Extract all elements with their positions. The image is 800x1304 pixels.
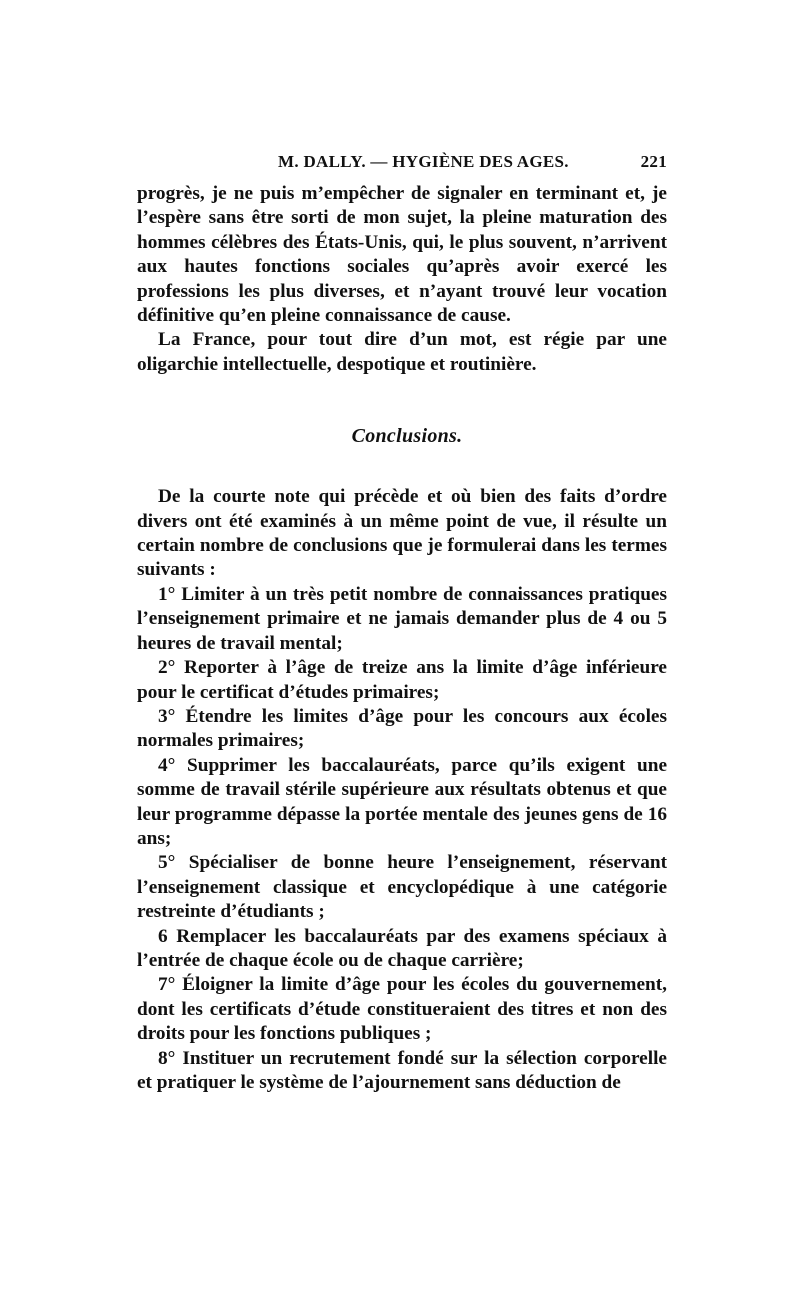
- conclusion-item-1: 1° Limiter à un très petit nombre de connaissances pratiques l’enseignement primaire et ne jamais demander plus de 4 ou 5 heures de travail mental;: [137, 583, 667, 654]
- conclusion-item-7: 7° Éloigner la limite d’âge pour les écoles du gouvernement, dont les certificats d’étude constitueraient des titres et non des droits pour les fonctions publiques ;: [137, 974, 667, 1045]
- conclusion-item-6: 6 Remplacer les baccalauréats par des examens spéciaux à l’entrée de chaque école ou de chaque carrière;: [137, 925, 667, 971]
- running-title: M. DALLY. — HYGIÈNE DES AGES.: [278, 152, 569, 171]
- conclusion-item-8: 8° Instituer un recrutement fondé sur la sélection corporelle et pratiquer le système de l’ajournement sans déduction de: [137, 1047, 667, 1093]
- section-heading: Conclusions.: [351, 425, 463, 448]
- paragraph-intro: De la courte note qui précède et où bien des faits d’ordre divers ont été examinés à un même point de vue, il résulte un certain nombre de conclusions que je formulerai dans les termes suivants :: [137, 486, 667, 581]
- conclusion-item-3: 3° Étendre les limites d’âge pour les concours aux écoles normales primaires;: [137, 705, 667, 752]
- paragraph-france: La France, pour tout dire d’un mot, est régie par une oligarchie intellectuelle, despotique et routinière.: [137, 329, 667, 375]
- conclusion-item-2: 2° Reporter à l’âge de treize ans la limite d’âge inférieure pour le certificat d’études primaires;: [137, 657, 667, 703]
- page-number: 221: [640, 152, 667, 171]
- conclusion-item-5: 5° Spécialiser de bonne heure l’enseignement, réservant l’enseignement classique et encyclopédique à une catégorie restreinte d’étudiants ;: [137, 852, 667, 923]
- conclusion-item-4: 4° Supprimer les baccalauréats, parce qu’ils exigent une somme de travail stérile supérieure aux résultats obtenus et que leur programme dépasse la portée mentale des jeunes gens de 16 ans;: [137, 754, 667, 849]
- book-page: [137, 152, 667, 1095]
- paragraph-continuation: progrès, je ne puis m’empêcher de signaler en terminant et, je l’espère sans être sorti de mon sujet, la pleine maturation des hommes célèbres des États-Unis, qui, le plus souvent, n’arrivent aux hautes fonctions sociales qu’après avoir exercé les professions les plus diverses, et n’ayant trouvé leur vocation définitive qu’en pleine connaissance de cause.: [137, 183, 667, 327]
- running-head: [137, 152, 667, 182]
